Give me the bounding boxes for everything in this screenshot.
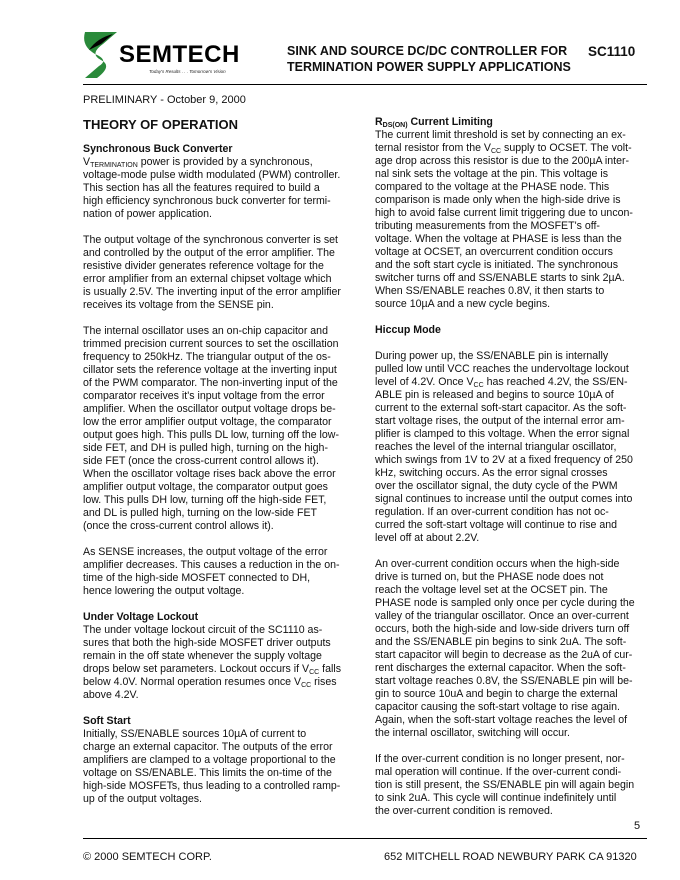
paragraph-line: pulled low until VCC reaches the undervoltage lockout [375,363,629,375]
part-number: SC1110 [588,44,636,59]
left-column [83,143,358,806]
paragraph-line: amplifier decreases. This causes a reduction in the on- [83,559,340,571]
paragraph-line: plifier is clamped to this voltage. When the error signal [375,428,630,440]
paragraph-line: sures that both the high-side MOSFET driver outputs [83,637,331,649]
paragraph-line: cillator sets the reference voltage at the inverting input [83,364,337,376]
paragraph-line: mal operation will continue. If the over-current condi- [375,766,622,778]
paragraph-line: high to avoid false current limit triggering due to uncon- [375,207,633,219]
paragraph-line: PHASE node is sampled only once per cycle during the [375,597,635,609]
paragraph-line: start voltage reaches 0.8V, the SS/ENABLE pin will be- [375,675,633,687]
paragraph-line: below 4.0V. Normal operation resumes once $V_{CC}$ rises [83,676,337,689]
paragraph-line: compared to the voltage at the PHASE node. This [375,181,610,193]
paragraph-line: frequency to 250kHz. The triangular output of the os- [83,351,331,363]
paragraph-line: amplifier output voltage, the comparator output goes [83,481,328,493]
paragraph-line: nation of power application. [83,208,212,220]
paragraph-line: and controlled by the output of the error amplifier. The [83,247,335,259]
heading-hiccup-mode: Hiccup Mode [375,324,441,336]
paragraph-line: kHz, switching occurs. As the error signal crosses [375,467,608,479]
semtech-logo [83,30,278,82]
semtech-logo-mark-icon [83,30,119,80]
paragraph-line: age drop across this resistor is due to the 200µA inter- [375,155,630,167]
paragraph-line: error amplifier from an external chipset voltage which [83,273,332,285]
paragraph-line: tion is still present, the SS/ENABLE pin will again begin [375,779,635,791]
paragraph-line: valley of the triangular oscillator. Once an over-current [375,610,629,622]
paragraph-line: resistive divider generates reference voltage for the [83,260,324,272]
paragraph-line: drops below set parameters. Lockout occurs if $V_{CC}$ falls [83,663,342,676]
paragraph-line: As SENSE increases, the output voltage of the error [83,546,328,558]
paragraph-line: regulation. If an over-current condition has not oc- [375,506,609,518]
heading-under-voltage-lockout: Under Voltage Lockout [83,611,199,623]
paragraph-line: over the oscillator signal, the duty cycle of the PWM [375,480,618,492]
paragraph-line: trimmed precision current sources to set the oscillation [83,338,339,350]
paragraph-line: tributing measurements from the MOSFET's off- [375,220,600,232]
paragraph-line: and DL is pulled high, turning on the low-side FET [83,507,317,519]
paragraph-line: remain in the off state whenever the supply voltage [83,650,322,662]
heading-synchronous-buck: Synchronous Buck Converter [83,143,233,155]
section-title: THEORY OF OPERATION [83,117,239,132]
paragraph-line: the internal oscillator, switching will occur. [375,727,570,739]
paragraph-line: This section has all the features required to build a [83,182,320,194]
paragraph-line: the over-current condition is removed. [375,805,553,817]
paragraph-line: If the over-current condition is no longer present, nor- [375,753,625,765]
paragraph-line: comparator receives it's input voltage from the error [83,390,325,402]
paragraph-line: voltage at OCSET, an overcurrent condition occurs [375,246,613,258]
paragraph-line: receives its voltage from the SENSE pin. [83,299,274,311]
paragraph-line: During power up, the SS/ENABLE pin is internally [375,350,609,362]
paragraph-line: of the PWM comparator. The non-inverting input of the [83,377,338,389]
paragraph-line: amplifiers are clamped to a voltage proportional to the [83,754,336,766]
paragraph-line: high efficiency synchronous buck converter for termi- [83,195,331,207]
footer-address: 652 MITCHELL ROAD NEWBURY PARK CA 91320 [384,851,637,863]
paragraph-line: curred the soft-start voltage will continue to rise and [375,519,618,531]
paragraph-line: reach the voltage level set at the OCSET pin. The [375,584,608,596]
paragraph-line: start voltage rises, the output of the internal error am- [375,415,625,427]
paragraph-line: amplifier. When the oscillator output voltage drops be- [83,403,336,415]
paragraph-line: Initially, SS/ENABLE sources 10µA of current to [83,728,307,740]
page-number: 5 [634,820,641,832]
paragraph-line: low. This pulls DH low, turning off the high-side FET, [83,494,327,506]
paragraph-line: ABLE pin is released and begins to source 10µA of [375,389,614,401]
heading-current-limiting: $R_{DS(ON)}$ Current Limiting [375,116,493,129]
paragraph-line: charge an external capacitor. The outputs of the error [83,741,333,753]
paragraph-line: current to the external soft-start capacitor. As the soft- [375,402,627,414]
paragraph-line: The current limit threshold is set by connecting an ex- [375,129,626,141]
paragraph-line: hence lowering the output voltage. [83,585,245,597]
paragraph-line: The output voltage of the synchronous converter is set [83,234,338,246]
paragraph-line: time of the high-side MOSFET connected to DH, [83,572,311,584]
right-column [375,116,650,818]
paragraph-line: rent discharges the external capacitor. When the soft- [375,662,626,674]
document-title-line-2: TERMINATION POWER SUPPLY APPLICATIONS [287,60,571,74]
paragraph-line: source 10µA and a new cycle begins. [375,298,551,310]
paragraph-line: switcher turns off and SS/ENABLE starts to sink 2µA. [375,272,625,284]
paragraph-line: ternal resistor from the $V_{CC}$ supply to OCSET. The volt- [375,142,632,155]
logo-tagline: Today's Results . . . Tomorrow's Vision [149,69,226,74]
paragraph-line: When the oscillator voltage rises back above the error [83,468,336,480]
paragraph-line: An over-current condition occurs when the high-side [375,558,620,570]
paragraph-line: The internal oscillator uses an on-chip capacitor and [83,325,328,337]
paragraph-line: Again, when the soft-start voltage reaches the level of [375,714,628,726]
paragraph-line: gin to source 10uA and begin to charge the external [375,688,618,700]
paragraph-line: comparison is made only when the high-side drive is [375,194,621,206]
paragraph-line: When SS/ENABLE reaches 0.8V, it then starts to [375,285,605,297]
paragraph-line: side FET, and DH is pulled high, turning on the high- [83,442,328,454]
paragraph-line: (once the cross-current control allows it). [83,520,274,532]
paragraph-line: The under voltage lockout circuit of the SC1110 as- [83,624,323,636]
paragraph-line: up of the output voltages. [83,793,202,805]
footer-copyright: © 2000 SEMTECH CORP. [83,851,212,863]
paragraph-line: to sink 2uA. This cycle will continue indefinitely until [375,792,617,804]
paragraph-line: nal sink sets the voltage at the pin. This voltage is [375,168,609,180]
heading-soft-start: Soft Start [83,715,131,727]
paragraph-line: low the error amplifier output voltage, the comparator [83,416,332,428]
document-title-line-1: SINK AND SOURCE DC/DC CONTROLLER FOR [287,44,568,58]
paragraph-line: voltage-mode pulse width modulated (PWM) controller. [83,169,341,181]
paragraph-line: high-side MOSFETs, thus leading to a controlled ramp- [83,780,341,792]
paragraph-line: voltage. When the voltage at PHASE is less than the [375,233,622,245]
paragraph-line: $V_{TERMINATION}$ power is provided by a synchronous, [83,156,313,169]
paragraph-line: reaches the level of the internal triangular oscillator, [375,441,617,453]
paragraph-line: capacitor causing the soft-start voltage to rise again. [375,701,620,713]
paragraph-line: start capacitor will begin to decrease as the 2uA of cur- [375,649,633,661]
document-status: PRELIMINARY - October 9, 2000 [83,94,246,106]
paragraph-line: and the SS/ENABLE pin begins to sink 2uA. The soft- [375,636,627,648]
paragraph-line: and the soft start cycle is initiated. The synchronous [375,259,618,271]
paragraph-line: voltage on SS/ENABLE. This limits the on-time of the [83,767,332,779]
paragraph-line: level off at about 2.2V. [375,532,480,544]
paragraph-line: drive is turned on, but the PHASE node does not [375,571,604,583]
paragraph-line: is usually 2.5V. The inverting input of the error amplifier [83,286,341,298]
paragraph-line: signal continues to increase until the output comes into [375,493,633,505]
paragraph-line: occurs, both the high-side and low-side drivers turn off [375,623,630,635]
paragraph-line: side FET (once the cross-current control allows it). [83,455,319,467]
paragraph-line: above 4.2V. [83,689,139,701]
footer-divider [83,838,647,839]
paragraph-line: which swings from 1V to 2V at a fixed frequency of 250 [375,454,633,466]
paragraph-line: output goes high. This pulls DL low, turning off the low- [83,429,339,441]
logo-wordmark: SEMTECH [119,41,240,68]
paragraph-line: level of 4.2V. Once $V_{CC}$ has reached 4.2V, the SS/EN- [375,376,628,389]
header-divider [83,84,647,85]
